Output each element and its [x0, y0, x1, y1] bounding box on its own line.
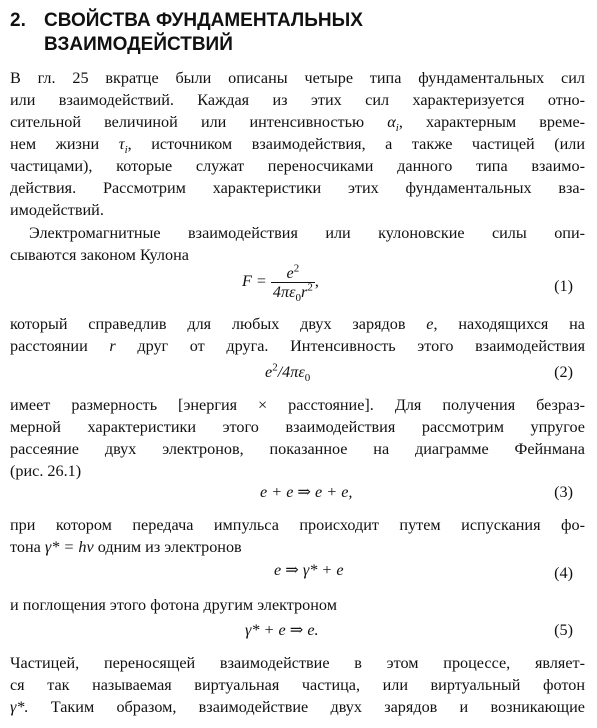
text-span: друг от друга. Интенсивность этого взаимодействия — [137, 337, 586, 355]
text-line: мерной характеристики этого взаимодействия рассмотрим упругое — [10, 418, 585, 436]
text-line: рассеяние двух электронов, показанное на диаграмме Фейнмана — [10, 440, 585, 458]
text-line: нем жизни $\tau_i$, источником взаимодействия, а также частицей (или — [10, 135, 586, 157]
text-line: ся так называемая виртуальная частица, или виртуальный фотон — [10, 676, 585, 694]
gamma-symbol: γ* = hν — [44, 538, 94, 556]
text-line: (рис. 26.1) — [10, 462, 82, 480]
text-line: имодействий. — [10, 201, 104, 219]
equation-number-1: (1) — [554, 277, 573, 295]
text-line: который справедлив для любых двух зарядов e, находящихся на — [10, 315, 585, 333]
text-line: В гл. 25 вкратце были описаны четыре типа фундаментальных сил — [10, 69, 585, 87]
e-symbol: e — [426, 315, 434, 333]
text-span: одним из электронов — [97, 538, 242, 556]
equation-number-5: (5) — [554, 621, 573, 639]
equation-number-2: (2) — [554, 363, 573, 381]
section-title-line-1: СВОЙСТВА ФУНДАМЕНТАЛЬНЫХ — [44, 10, 363, 31]
text-line: действия. Рассмотрим характеристики этих фундаментальных вза- — [10, 179, 585, 197]
text-span: который справедлив для любых двух зарядов — [10, 315, 406, 333]
equation-3: e + e ⇒ e + e, — [260, 483, 353, 501]
text-line: частицами), которые служат переносчиками данного типа взаимо- — [10, 157, 585, 175]
text-line: Электромагнитные взаимодействия или кулоновские силы опи- — [29, 224, 585, 242]
text-line: и поглощения этого фотона другим электроном — [10, 596, 337, 614]
equation-4: e ⇒ γ* + e — [274, 561, 344, 579]
text-span: характерным време- — [426, 113, 586, 131]
text-line: имеет размерность [энергия × расстояние]. Для получения безраз- — [10, 396, 585, 414]
gamma-symbol: γ*. — [10, 698, 29, 716]
text-span: сительной величиной или интенсивностью — [10, 113, 365, 131]
text-line: Частицей, переносящей взаимодействие в этом процессе, являет- — [10, 654, 585, 672]
equation-1: F = $\frac{e^2}{4\pi\varepsilon_0r^2}$ , — [242, 262, 319, 305]
equation-number-4: (4) — [554, 564, 573, 582]
equation-number-3: (3) — [554, 483, 573, 501]
alpha-symbol: $\alpha_i$ — [387, 113, 399, 135]
eq1-lhs: F = — [242, 272, 267, 291]
tau-symbol: $\tau_i$ — [118, 135, 128, 157]
text-line: сительной величиной или интенсивностью $\alpha_i$, характерным време- — [10, 113, 586, 135]
text-line: сываются законом Кулона — [10, 246, 189, 264]
text-span: нем жизни — [10, 135, 100, 153]
text-line: при котором передача импульса происходит путем испускания фо- — [10, 516, 585, 534]
text-span: источником взаимодействия, а также частицей (или — [151, 135, 586, 153]
r-symbol: r — [109, 337, 116, 355]
text-span: Таким образом, взаимодействие двух зарядов и возникающие — [50, 698, 585, 716]
section-number: 2. — [10, 10, 26, 31]
text-line — [10, 536, 585, 558]
text-span: расстоянии — [10, 337, 88, 355]
text-span: тона — [10, 538, 41, 556]
section-title-line-2: ВЗАИМОДЕЙСТВИЙ — [44, 34, 233, 55]
equation-2: $e^2/4\pi\varepsilon_0$ — [265, 361, 311, 385]
text-line: или взаимодействий. Каждая из этих сил характеризуется отно- — [10, 91, 585, 109]
equation-5: γ* + e ⇒ e. — [245, 621, 319, 639]
text-line — [10, 696, 585, 718]
text-line — [10, 335, 585, 357]
fraction: $\frac{e^2}{4\pi\varepsilon_0r^2}$ — [272, 262, 313, 305]
text-span: находящихся на — [458, 315, 585, 333]
